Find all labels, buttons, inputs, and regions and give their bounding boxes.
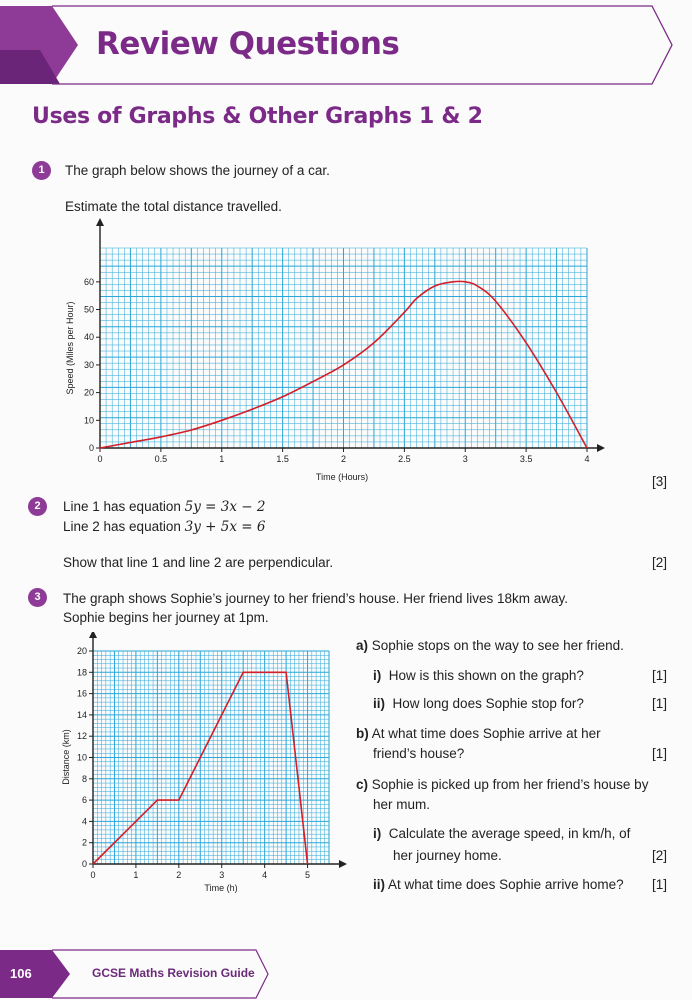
q3a-label: a) xyxy=(356,638,369,653)
page-number: 106 xyxy=(10,966,32,981)
distance-time-chart xyxy=(55,632,355,900)
q3b-text2: friend’s house? xyxy=(373,746,465,761)
q3ci-text2: her journey home. xyxy=(393,848,502,863)
x-axis-arrow xyxy=(339,860,347,868)
q3a xyxy=(356,638,624,653)
q3-start-time: Sophie begins her journey at 1pm. xyxy=(63,610,269,625)
y-tick-label: 0 xyxy=(88,443,94,453)
q1-instruction: Estimate the total distance travelled. xyxy=(65,199,282,214)
q3cii-marks: [1] xyxy=(652,877,668,892)
q3b-label: b) xyxy=(356,726,369,741)
q2-line1-equation: 5y = 3x − 2 xyxy=(184,499,266,515)
y-tick-label: 10 xyxy=(83,415,94,426)
section-title: Uses of Graphs & Other Graphs 1 & 2 xyxy=(32,104,483,129)
q2-marks: [2] xyxy=(652,555,668,570)
x-tick-label: 3 xyxy=(219,870,225,880)
q3ai xyxy=(373,668,584,683)
y-tick-label: 30 xyxy=(83,359,94,370)
q2-line1-prefix: Line 1 has equation xyxy=(63,499,181,514)
q3aii-text: How long does Sophie stop for? xyxy=(392,696,584,711)
y-tick-label: 16 xyxy=(76,688,87,699)
q2-line1 xyxy=(63,499,265,515)
speed-time-chart xyxy=(55,218,615,490)
q2-instruction: Show that line 1 and line 2 are perpendicular. xyxy=(63,555,334,570)
q3c-text2: her mum. xyxy=(373,797,431,812)
x-axis-arrow xyxy=(597,444,605,452)
x-tick-label: 2 xyxy=(176,870,182,880)
x-tick-label: 4 xyxy=(262,870,268,880)
y-axis-label: Distance (km) xyxy=(61,729,71,785)
y-tick-label: 20 xyxy=(83,387,94,398)
q3aii-label: ii) xyxy=(373,696,385,711)
y-tick-label: 40 xyxy=(83,332,94,343)
x-tick-label: 1 xyxy=(133,870,139,880)
y-tick-label: 12 xyxy=(76,731,87,742)
y-tick-label: 4 xyxy=(81,816,87,827)
x-axis-label: Time (h) xyxy=(204,883,238,893)
q3a-text: Sophie stops on the way to see her friend. xyxy=(371,638,624,653)
y-tick-label: 60 xyxy=(83,276,94,287)
q3c-line1 xyxy=(356,777,648,792)
y-tick-label: 18 xyxy=(76,667,87,678)
q3ci-label: i) xyxy=(373,826,382,841)
q3-statement: The graph shows Sophie’s journey to her friend’s house. Her friend lives 18km away. xyxy=(63,591,569,606)
q3aii xyxy=(373,696,584,711)
q2-line2-equation: 3y + 5x = 6 xyxy=(184,519,266,535)
q3ai-text: How is this shown on the graph? xyxy=(388,668,584,683)
y-axis-arrow xyxy=(89,632,97,638)
q3cii-text: At what time does Sophie arrive home? xyxy=(388,877,624,892)
question-3-number: 3 xyxy=(28,588,47,607)
q1-statement: The graph below shows the journey of a car. xyxy=(65,163,330,178)
x-tick-label: 3 xyxy=(462,454,468,464)
y-tick-label: 8 xyxy=(81,773,87,784)
y-axis-label: Speed (Miles per Hour) xyxy=(65,301,75,395)
x-axis-label: Time (Hours) xyxy=(315,472,369,482)
q3b-line1 xyxy=(356,726,601,741)
q2-line2 xyxy=(63,519,265,535)
y-tick-label: 10 xyxy=(76,752,87,763)
x-tick-label: 1.5 xyxy=(276,454,289,464)
question-2-number: 2 xyxy=(28,497,47,516)
q3ai-label: i) xyxy=(373,668,382,683)
q3ci-marks: [2] xyxy=(652,848,668,863)
x-tick-label: 2 xyxy=(340,454,347,464)
x-tick-label: 5 xyxy=(305,870,311,880)
y-axis-arrow xyxy=(96,218,104,226)
footer-title: GCSE Maths Revision Guide xyxy=(92,966,255,980)
x-tick-label: 1 xyxy=(219,454,225,464)
x-tick-label: 0 xyxy=(90,870,96,880)
y-tick-label: 50 xyxy=(83,304,94,315)
y-tick-label: 6 xyxy=(81,795,87,806)
y-tick-label: 0 xyxy=(81,859,87,869)
q3ci-text1: Calculate the average speed, in km/h, of xyxy=(388,826,631,841)
q3aii-marks: [1] xyxy=(652,696,668,711)
y-tick-label: 20 xyxy=(76,646,87,656)
q3ci-line1 xyxy=(373,826,630,841)
y-tick-label: 2 xyxy=(81,837,87,848)
x-tick-label: 2.5 xyxy=(398,454,411,464)
q2-line2-prefix: Line 2 has equation xyxy=(63,519,181,534)
y-tick-label: 14 xyxy=(76,709,87,720)
q3c-label: c) xyxy=(356,777,369,792)
q3ai-marks: [1] xyxy=(652,668,668,683)
x-tick-label: 0 xyxy=(97,454,103,464)
question-1-number: 1 xyxy=(32,161,51,180)
q1-marks: [3] xyxy=(652,474,668,489)
page-title: Review Questions xyxy=(96,26,400,62)
x-tick-label: 4 xyxy=(584,454,590,464)
x-tick-label: 3.5 xyxy=(519,454,533,464)
q3cii xyxy=(373,877,624,892)
q3c-text1: Sophie is picked up from her friend’s house by xyxy=(371,777,649,792)
q3b-marks: [1] xyxy=(652,746,668,761)
q3b-text1: At what time does Sophie arrive at her xyxy=(371,726,601,741)
q3cii-label: ii) xyxy=(373,877,385,892)
x-tick-label: 0.5 xyxy=(154,454,168,464)
